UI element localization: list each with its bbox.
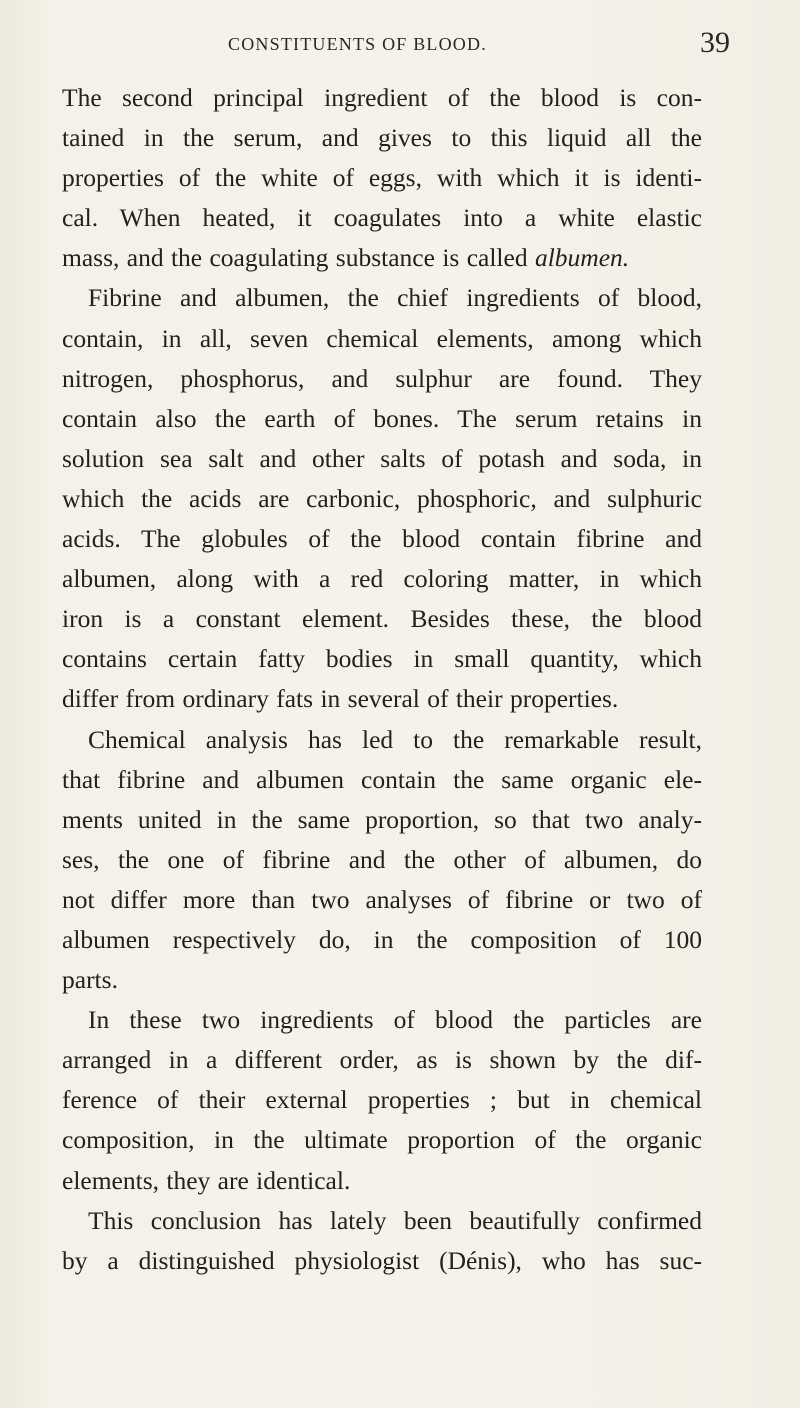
text-line-content: by a distinguished physiologist (Dénis), who has suc- <box>62 1245 702 1275</box>
text-line-content: nitrogen, phosphorus, and sulphur are found. They <box>62 363 702 393</box>
text-line <box>62 439 702 479</box>
text-line-content: This conclusion has lately been beautifully confirmed <box>88 1205 702 1235</box>
text-line <box>62 880 702 920</box>
text-line-content: ments united in the same proportion, so that two analy- <box>62 804 702 834</box>
running-title: CONSTITUENTS OF BLOOD. <box>228 34 487 54</box>
text-line-content: The second principal ingredient of the blood is con- <box>62 83 702 112</box>
text-line-content: ference of their external properties ; but in chemical <box>62 1085 702 1115</box>
text-line-content: iron is a constant element. Besides these, the blood <box>62 604 702 634</box>
text-line <box>62 118 702 158</box>
text-line-content: cal. When heated, it coagulates into a white elastic <box>62 203 702 233</box>
running-head <box>0 26 800 62</box>
text-line-content: contains certain fatty bodies in small quantity, which <box>62 644 702 674</box>
text-line <box>62 1201 702 1241</box>
page-number: 39 <box>700 26 730 59</box>
text-line-content: elements, they are identical. <box>62 1165 351 1195</box>
text-line <box>62 800 702 840</box>
text-line <box>62 599 702 639</box>
text-line <box>62 278 702 318</box>
text-line <box>62 1161 702 1201</box>
text-line-content: Chemical analysis has led to the remarkable result, <box>88 724 702 754</box>
text-line-content: arranged in a different order, as is shown by the dif- <box>62 1045 702 1075</box>
text-line-content: parts. <box>62 965 118 995</box>
text-line <box>62 1120 702 1160</box>
text-line <box>62 158 702 198</box>
text-line-content: not differ more than two analyses of fibrine or two of <box>62 884 702 914</box>
text-line-content: differ from ordinary fats in several of their properties. <box>62 684 619 714</box>
text-line-content: Fibrine and albumen, the chief ingredients of blood, <box>88 283 702 313</box>
text-line-content: composition, in the ultimate proportion of the organic <box>62 1125 702 1155</box>
text-line <box>62 1080 702 1120</box>
text-line <box>62 679 702 719</box>
body-text <box>62 78 702 1281</box>
text-line <box>62 840 702 880</box>
text-line <box>62 639 702 679</box>
text-line <box>62 479 702 519</box>
text-line-content: In these two ingredients of blood the particles are <box>88 1005 702 1035</box>
text-line-content: acids. The globules of the blood contain fibrine and <box>62 524 702 554</box>
text-line <box>62 1000 702 1040</box>
text-line <box>62 359 702 399</box>
text-line <box>62 720 702 760</box>
text-line-content: properties of the white of eggs, with which it is identi- <box>62 163 702 193</box>
text-line <box>62 519 702 559</box>
text-line-content: albumen respectively do, in the composition of 100 <box>62 924 702 954</box>
text-line <box>62 760 702 800</box>
text-line <box>62 198 702 238</box>
text-line <box>62 960 702 1000</box>
text-line <box>62 559 702 599</box>
text-line-content: contain also the earth of bones. The serum retains in <box>62 403 702 433</box>
text-line <box>62 1241 702 1281</box>
text-line-content: albumen, along with a red coloring matter, in which <box>62 564 702 594</box>
text-line <box>62 920 702 960</box>
text-line <box>62 399 702 439</box>
text-line-content: mass, and the coagulating substance is called <box>62 243 535 273</box>
text-line <box>62 238 702 278</box>
text-line-content: that fibrine and albumen contain the same organic ele- <box>62 764 702 794</box>
text-line-content: tained in the serum, and gives to this liquid all the <box>62 123 702 153</box>
text-line-content: contain, in all, seven chemical elements, among which <box>62 323 702 353</box>
text-line <box>62 1040 702 1080</box>
text-line-content: which the acids are carbonic, phosphoric, and sulphuric <box>62 483 702 513</box>
text-line-content: ses, the one of fibrine and the other of albumen, do <box>62 844 702 874</box>
text-line-content: solution sea salt and other salts of potash and soda, in <box>62 443 702 473</box>
italic-term: albumen. <box>534 243 630 273</box>
text-line <box>62 319 702 359</box>
text-line <box>62 78 702 118</box>
